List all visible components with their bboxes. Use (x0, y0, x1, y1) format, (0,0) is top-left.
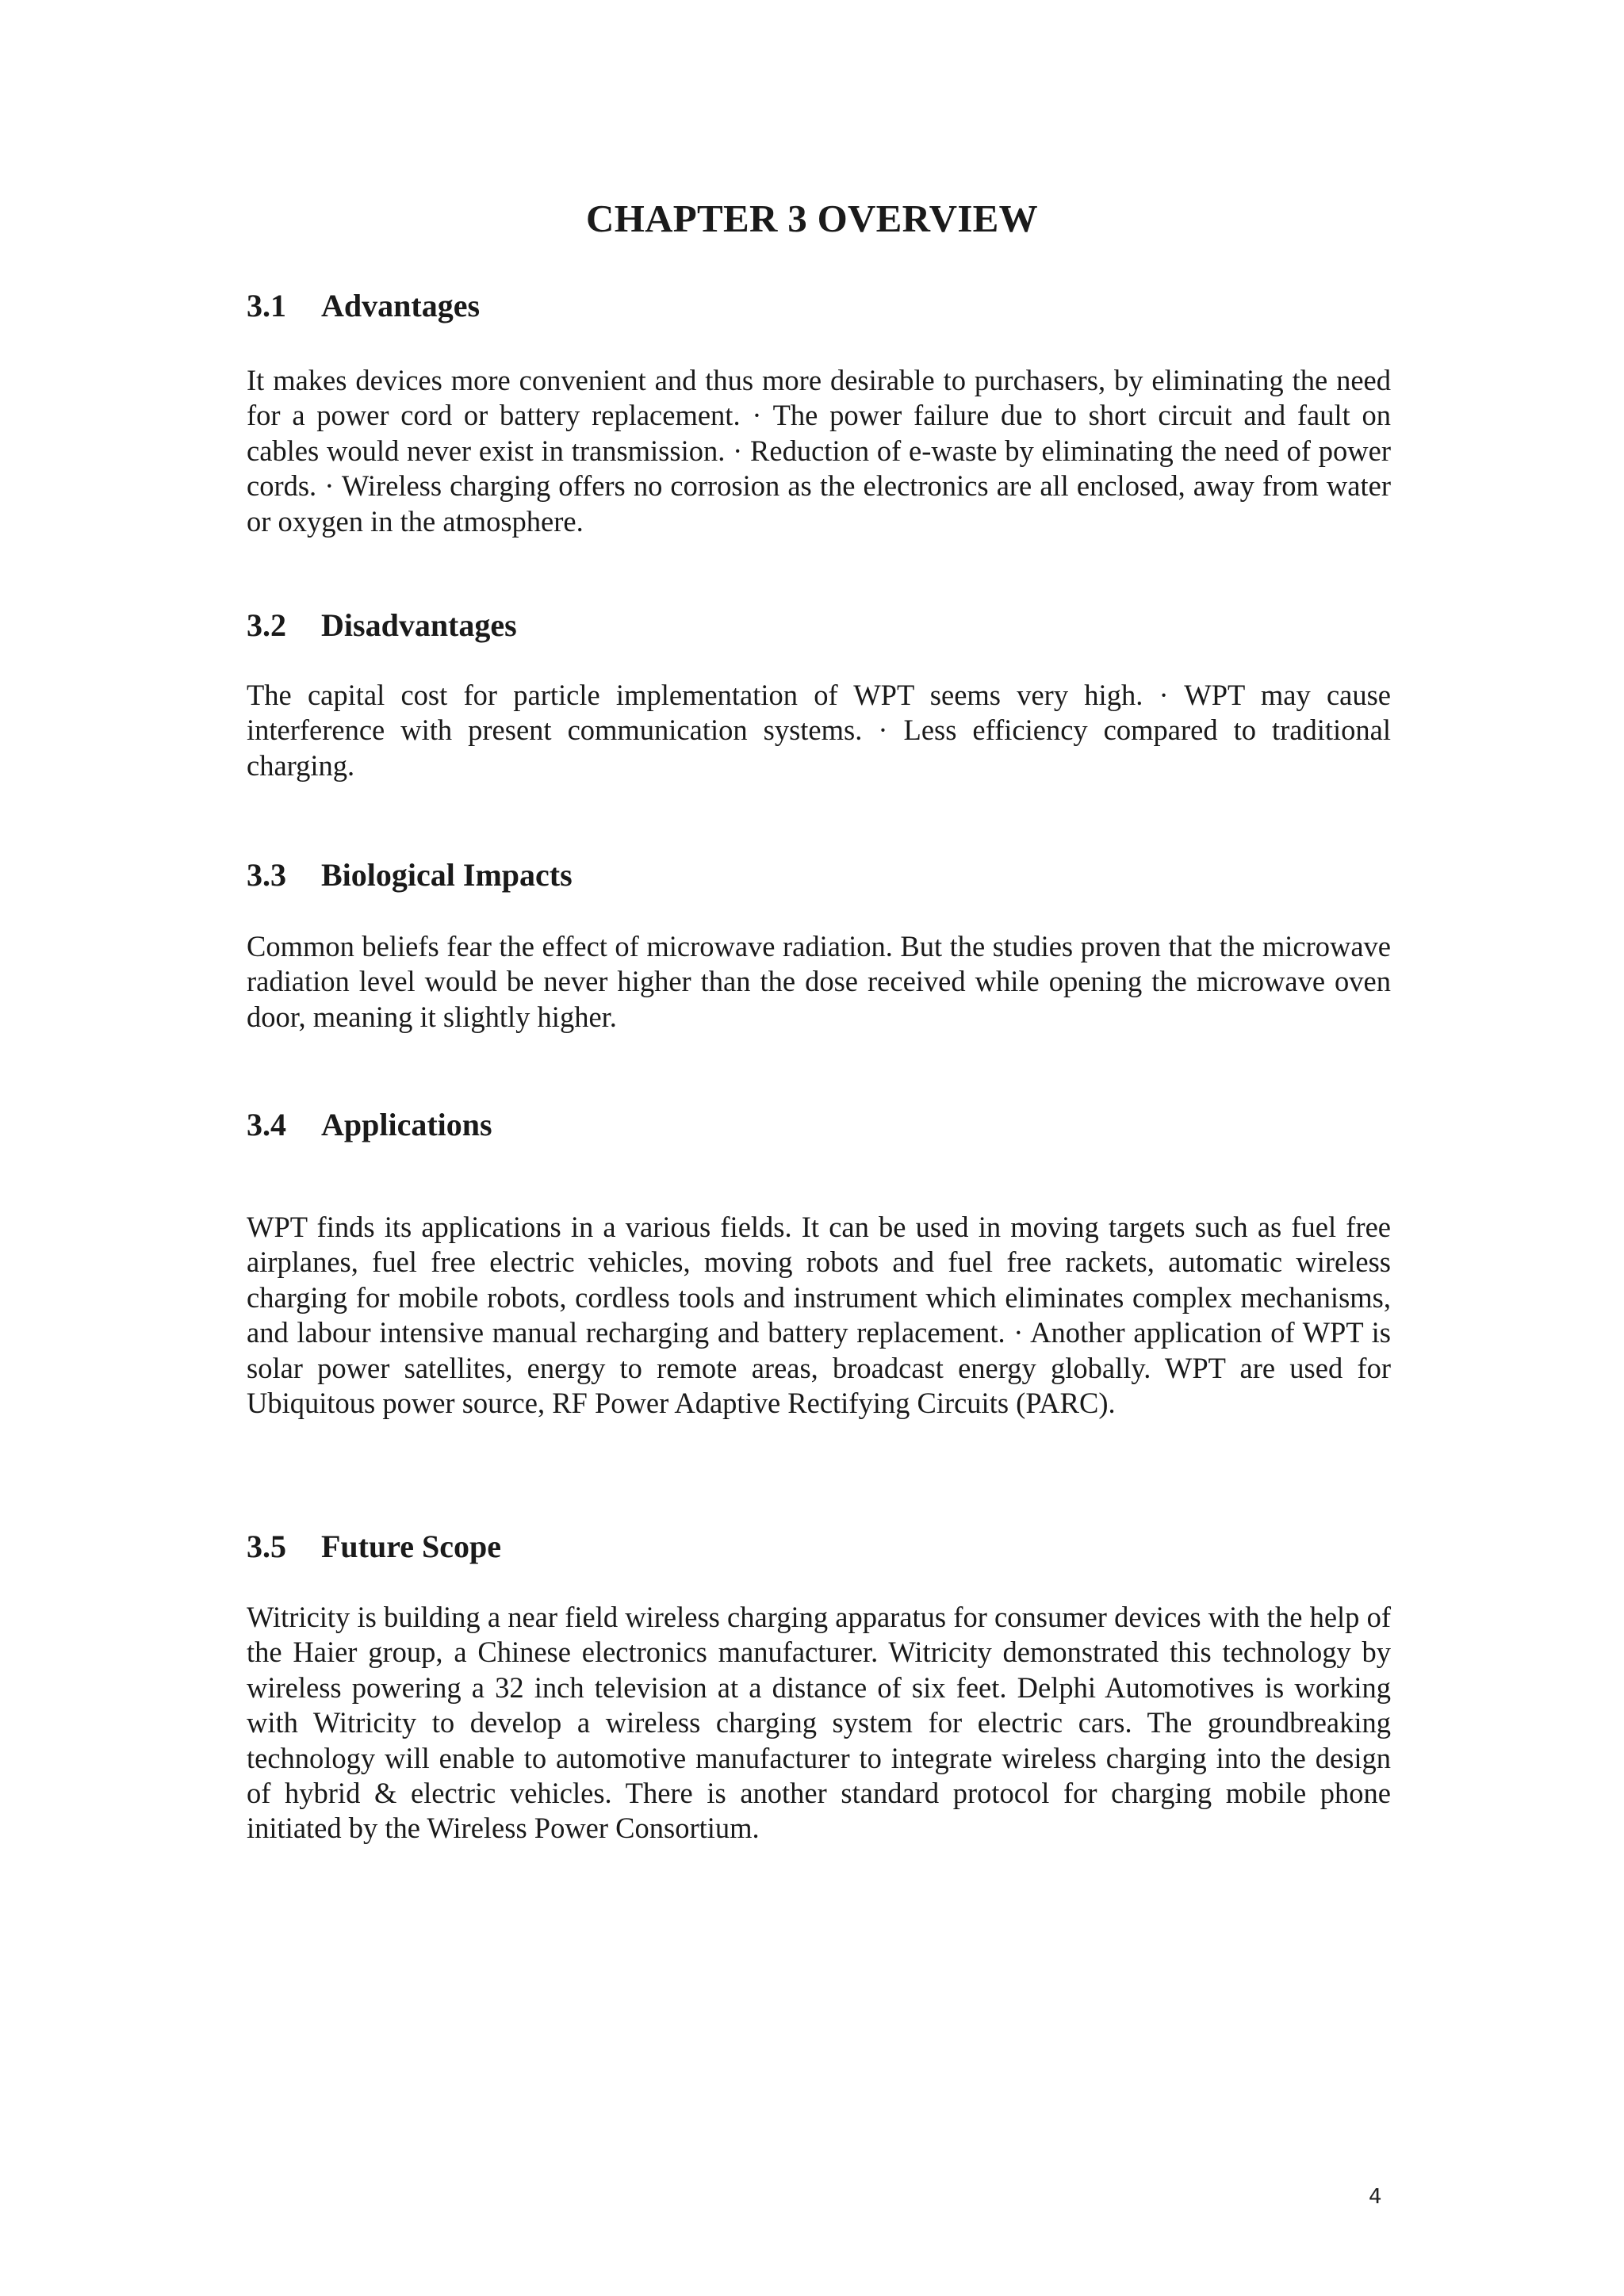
section-title: Applications (321, 1107, 492, 1142)
section-number: 3.5 (247, 1529, 286, 1564)
page-number: 4 (1369, 2185, 1382, 2209)
section-heading-biological-impacts (247, 856, 573, 894)
section-number: 3.3 (247, 857, 286, 893)
section-number: 3.4 (247, 1107, 286, 1142)
section-body-future-scope: Witricity is building a near field wireless charging apparatus for consumer devices with the help of the Haier group, a Chinese electronics manufacturer. Witricity demonstrated this technology by wireless powering a 32 inch television at a distance of six feet. Delphi Automotives is working with Witricity to develop a wireless charging system for electric cars. The groundbreaking technology will enable to automotive manufacturer to integrate wireless charging into the design of hybrid & electric vehicles. There is another standard protocol for charging mobile phone initiated by the Wireless Power Consortium. (247, 1601, 1391, 1845)
section-title: Biological Impacts (321, 857, 573, 893)
section-title: Future Scope (321, 1529, 502, 1564)
section-title: Disadvantages (321, 607, 517, 643)
section-heading-applications (247, 1106, 492, 1144)
section-number: 3.2 (247, 607, 286, 643)
section-body-advantages: It makes devices more convenient and thus more desirable to purchasers, by eliminating the need for a power cord or battery replacement. · The power failure due to short circuit and fault on cables would never exist in transmission. · Reduction of e-waste by eliminating the need of power cords. · Wireless charging offers no corrosion as the electronics are all enclosed, away from water or oxygen in the atmosphere. (247, 364, 1391, 538)
section-heading-disadvantages (247, 607, 517, 645)
section-heading-future-scope (247, 1528, 501, 1566)
section-body-disadvantages: The capital cost for particle implementation of WPT seems very high. · WPT may cause interference with present communication systems. · Less efficiency compared to traditional charging. (247, 679, 1391, 782)
chapter-title: CHAPTER 3 OVERVIEW (586, 197, 1038, 240)
section-body-applications: WPT finds its applications in a various fields. It can be used in moving targets such as fuel free airplanes, fuel free electric vehicles, moving robots and fuel free rackets, automatic wireless charging for mobile robots, cordless tools and instrument which eliminates complex mechanisms, and labour intensive manual recharging and battery replacement. · Another application of WPT is solar power satellites, energy to remote areas, broadcast energy globally. WPT are used for Ubiquitous power source, RF Power Adaptive Rectifying Circuits (PARC). (247, 1211, 1391, 1420)
section-title: Advantages (321, 288, 481, 323)
section-body-biological-impacts: Common beliefs fear the effect of microwave radiation. But the studies proven that the microwave radiation level would be never higher than the dose received while opening the microwave oven door, meaning it slightly higher. (247, 930, 1391, 1033)
section-heading-advantages (247, 287, 480, 325)
section-number: 3.1 (247, 288, 286, 323)
